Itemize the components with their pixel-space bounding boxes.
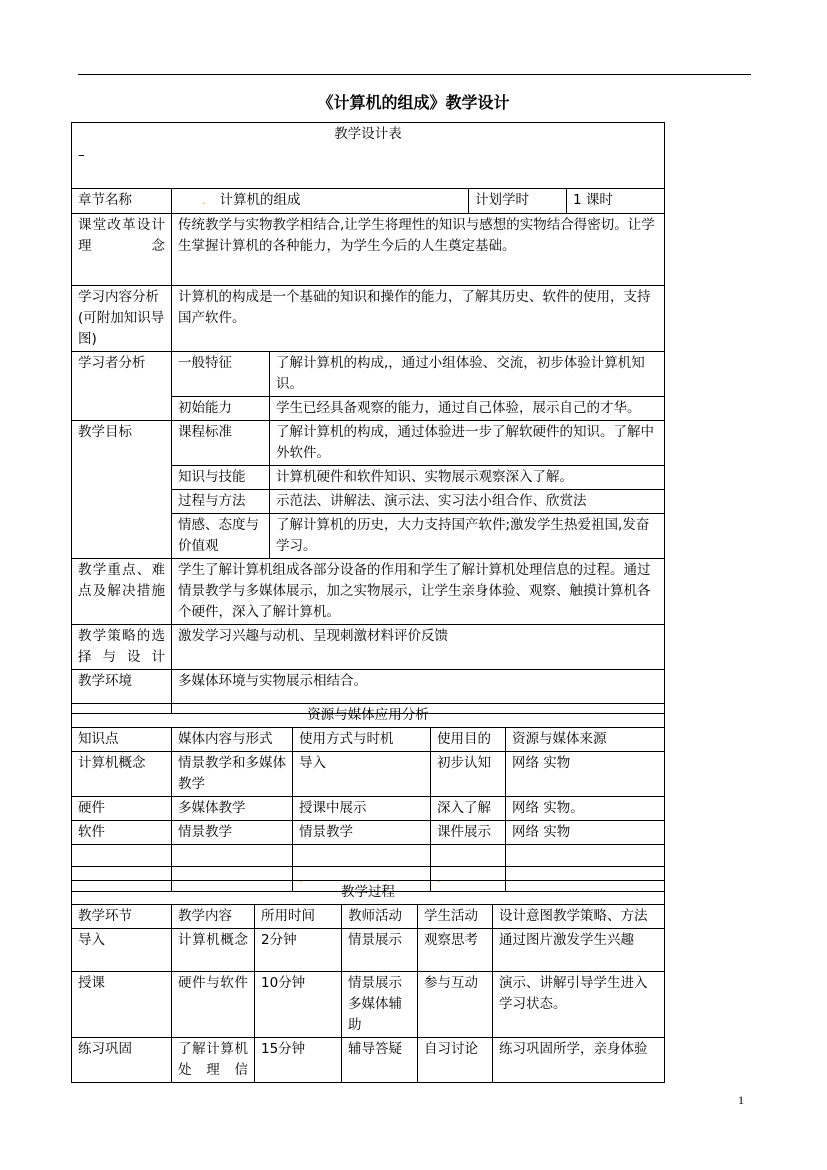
resources-cell: 导入 <box>293 752 431 797</box>
strategy-label: 教学策略的选择与设计 <box>72 625 172 670</box>
strategy-value: 激发学习兴趣与动机、呈现刺激材料评价反馈 <box>172 625 665 670</box>
plan-value: 1 课时 <box>567 189 665 214</box>
resources-cell: 硬件 <box>72 797 172 821</box>
goal-item-label: 知识与技能 <box>172 466 270 490</box>
dot-mark: . <box>202 196 206 207</box>
table-row <box>72 797 665 821</box>
learner-label: 学习者分析 <box>72 352 172 421</box>
resources-cell: 初步认知 <box>431 752 506 797</box>
environment-label: 教学环境 <box>72 670 172 714</box>
goal-item-label: 情感、态度与价值观 <box>172 514 270 559</box>
resources-column-header: 媒体内容与形式 <box>172 728 293 752</box>
resources-cell: 授课中展示 <box>293 797 431 821</box>
process-cell: 情景展示 <box>342 929 418 972</box>
process-cell: 情景展示多媒体辅助 <box>342 972 418 1038</box>
process-cell: 练习巩固所学，亲身体验 <box>493 1038 665 1083</box>
goal-item-value: 了解计算机的历史，大力支持国产软件;激发学生热爱祖国,发奋学习。 <box>270 514 665 559</box>
resources-cell: 软件 <box>72 821 172 845</box>
resources-column-header: 使用目的 <box>431 728 506 752</box>
dot-mark: . <box>299 874 303 885</box>
chapter-label: 章节名称 <box>72 189 172 214</box>
process-cell: 了解计算机处理信 <box>172 1038 255 1083</box>
learner-item-label: 初始能力 <box>172 397 270 421</box>
resources-cell <box>431 845 506 867</box>
resources-cell: 网络 实物。 <box>506 797 665 821</box>
concept-label: 课堂改革设计理念 <box>72 214 172 286</box>
table-row <box>72 821 665 845</box>
resources-cell: 情景教学和多媒体教学 <box>172 752 293 797</box>
process-cell: 10分钟 <box>255 972 342 1038</box>
resources-cell <box>293 845 431 867</box>
table-title-cell <box>72 123 665 189</box>
header-rule <box>78 74 751 75</box>
chapter-value: 计算机的组成 <box>219 192 301 208</box>
process-column-header: 教师活动 <box>342 905 418 929</box>
plan-label: 计划学时 <box>469 189 567 214</box>
learner-item-value: 学生已经具备观察的能力，通过自己体验，展示自己的才华。 <box>270 397 665 421</box>
dot-mark: . <box>437 874 441 885</box>
goal-item-label: 课程标准 <box>172 421 270 466</box>
resources-cell: 课件展示 <box>431 821 506 845</box>
content-value: 计算机的构成是一个基础的知识和操作的能力，了解其历史、软件的使用，支持国产软件。 <box>172 286 665 352</box>
goals-label: 教学目标 <box>72 421 172 559</box>
process-cell: 计算机概念 <box>172 929 255 972</box>
key-points-label: 教学重点、难点及解决措施 <box>72 559 172 625</box>
learner-item-value: 了解计算机的构成,，通过小组体验、交流，初步体验计算机知识。 <box>270 352 665 397</box>
table-row <box>72 845 665 867</box>
resources-cell <box>172 845 293 867</box>
resources-column-header: 使用方式与时机 <box>293 728 431 752</box>
table-title: 教学设计表 <box>334 126 402 142</box>
process-cell: 授课 <box>72 972 172 1038</box>
concept-value: 传统教学与实物教学相结合,让学生将理性的知识与感想的实物结合得密切。让学生掌握计算机的各种能力，为学生今后的人生奠定基础。 <box>172 214 665 286</box>
process-cell: 通过图片激发学生兴趣 <box>493 929 665 972</box>
table-row <box>72 929 665 972</box>
design-table <box>71 122 665 714</box>
resources-cell: 深入了解 <box>431 797 506 821</box>
process-column-header: 所用时间 <box>255 905 342 929</box>
resources-cell: 网络 实物 <box>506 821 665 845</box>
resources-cell <box>506 845 665 867</box>
document-title: 《计算机的组成》教学设计 <box>317 93 510 112</box>
process-heading: 教学过程 <box>72 881 665 905</box>
resources-cell: 情景教学 <box>172 821 293 845</box>
process-column-header: 学生活动 <box>418 905 493 929</box>
environment-value: 多媒体环境与实物展示相结合。 <box>172 670 665 714</box>
process-cell: 自习讨论 <box>418 1038 493 1083</box>
resources-table <box>71 703 665 892</box>
process-cell: 硬件与软件 <box>172 972 255 1038</box>
goal-item-value: 示范法、讲解法、演示法、实习法小组合作、欣赏法 <box>270 490 665 514</box>
process-table <box>71 880 665 1083</box>
goal-item-value: 了解计算机的构成，通过体验进一步了解软硬件的知识。了解中外软件。 <box>270 421 665 466</box>
resources-heading: 资源与媒体应用分析 <box>72 704 665 728</box>
page-number: 1 <box>738 1093 744 1107</box>
key-points-value: 学生了解计算机组成各部分设备的作用和学生了解计算机处理信息的过程。通过情景教学与多媒体展示，加之实物展示，让学生亲身体验、观察、触摸计算机各个硬件，深入了解计算机。 <box>172 559 665 625</box>
process-cell: 参与互动 <box>418 972 493 1038</box>
content-label: 学习内容分析(可附加知识导图) <box>72 286 172 352</box>
table-row <box>72 972 665 1038</box>
process-cell: 2分钟 <box>255 929 342 972</box>
resources-column-header: 知识点 <box>72 728 172 752</box>
process-cell: 15分钟 <box>255 1038 342 1083</box>
chapter-value-cell <box>172 189 469 214</box>
process-cell: 辅导答疑 <box>342 1038 418 1083</box>
process-cell: 练习巩固 <box>72 1038 172 1083</box>
resources-cell: 计算机概念 <box>72 752 172 797</box>
goal-item-value: 计算机硬件和软件知识、实物展示观察深入了解。 <box>270 466 665 490</box>
table-row <box>72 1038 665 1083</box>
resources-cell: 多媒体教学 <box>172 797 293 821</box>
resources-column-header: 资源与媒体来源 <box>506 728 665 752</box>
resources-cell: 情景教学 <box>293 821 431 845</box>
process-column-header: 教学内容 <box>172 905 255 929</box>
process-column-header: 设计意图教学策略、方法 <box>493 905 665 929</box>
table-row <box>72 752 665 797</box>
learner-item-label: 一般特征 <box>172 352 270 397</box>
process-column-header: 教学环节 <box>72 905 172 929</box>
process-cell: 导入 <box>72 929 172 972</box>
resources-cell <box>72 845 172 867</box>
process-cell: 观察思考 <box>418 929 493 972</box>
goal-item-label: 过程与方法 <box>172 490 270 514</box>
table-title-mark: – <box>78 147 85 163</box>
process-cell: 演示、讲解引导学生进入学习状态。 <box>493 972 665 1038</box>
resources-cell: 网络 实物 <box>506 752 665 797</box>
